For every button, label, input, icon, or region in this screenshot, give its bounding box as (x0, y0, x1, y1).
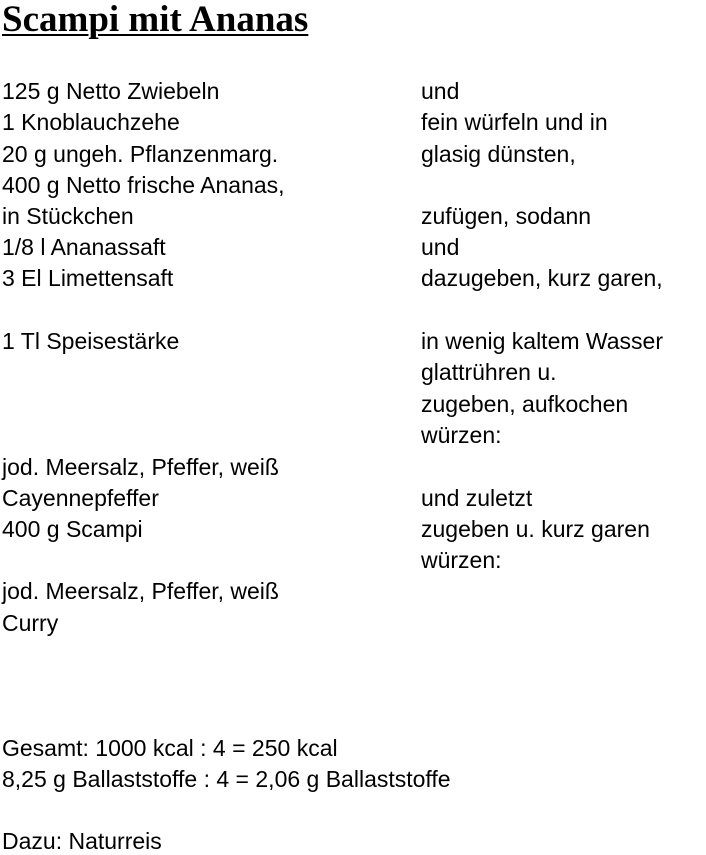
ingredient-line: 400 g Scampi (2, 516, 143, 542)
ingredient-line: 1 Knoblauchzehe (2, 109, 180, 135)
instruction-line: glattrühren u. (421, 359, 557, 385)
instruction-line: zufügen, sodann (421, 203, 592, 229)
instruction-line: zugeben u. kurz garen (421, 516, 650, 542)
instruction-line: in wenig kaltem Wasser (421, 328, 664, 354)
ingredient-line: 1/8 l Ananassaft (2, 234, 166, 260)
instruction-line: dazugeben, kurz garen, (421, 265, 663, 291)
ingredient-line: Curry (2, 610, 59, 636)
ingredient-line: 125 g Netto Zwiebeln (2, 78, 220, 104)
ingredient-line: 400 g Netto frische Ananas, (2, 172, 285, 198)
instruction-line: glasig dünsten, (421, 141, 576, 167)
ingredient-line: jod. Meersalz, Pfeffer, weiß (2, 578, 279, 604)
side-dish-note: Dazu: Naturreis (2, 828, 162, 854)
ingredient-line: 20 g ungeh. Pflanzenmarg. (2, 141, 279, 167)
ingredient-line: in Stückchen (2, 203, 134, 229)
instruction-line: zugeben, aufkochen (421, 391, 629, 417)
ingredient-line: 1 Tl Speisestärke (2, 328, 180, 354)
fiber-summary: 8,25 g Ballaststoffe : 4 = 2,06 g Ballaststoffe (2, 766, 451, 792)
instruction-line: fein würfeln und in (421, 109, 608, 135)
ingredient-line: 3 El Limettensaft (2, 265, 174, 291)
instruction-line: und zuletzt (421, 485, 533, 511)
instruction-line: würzen: (421, 422, 502, 448)
recipe-title: Scampi mit Ananas (2, 0, 309, 40)
ingredient-line: jod. Meersalz, Pfeffer, weiß (2, 454, 279, 480)
calorie-summary: Gesamt: 1000 kcal : 4 = 250 kcal (2, 735, 338, 761)
instruction-line: würzen: (421, 547, 502, 573)
ingredient-line: Cayennepfeffer (2, 485, 159, 511)
instruction-line: und (421, 234, 460, 260)
instruction-line: und (421, 78, 460, 104)
